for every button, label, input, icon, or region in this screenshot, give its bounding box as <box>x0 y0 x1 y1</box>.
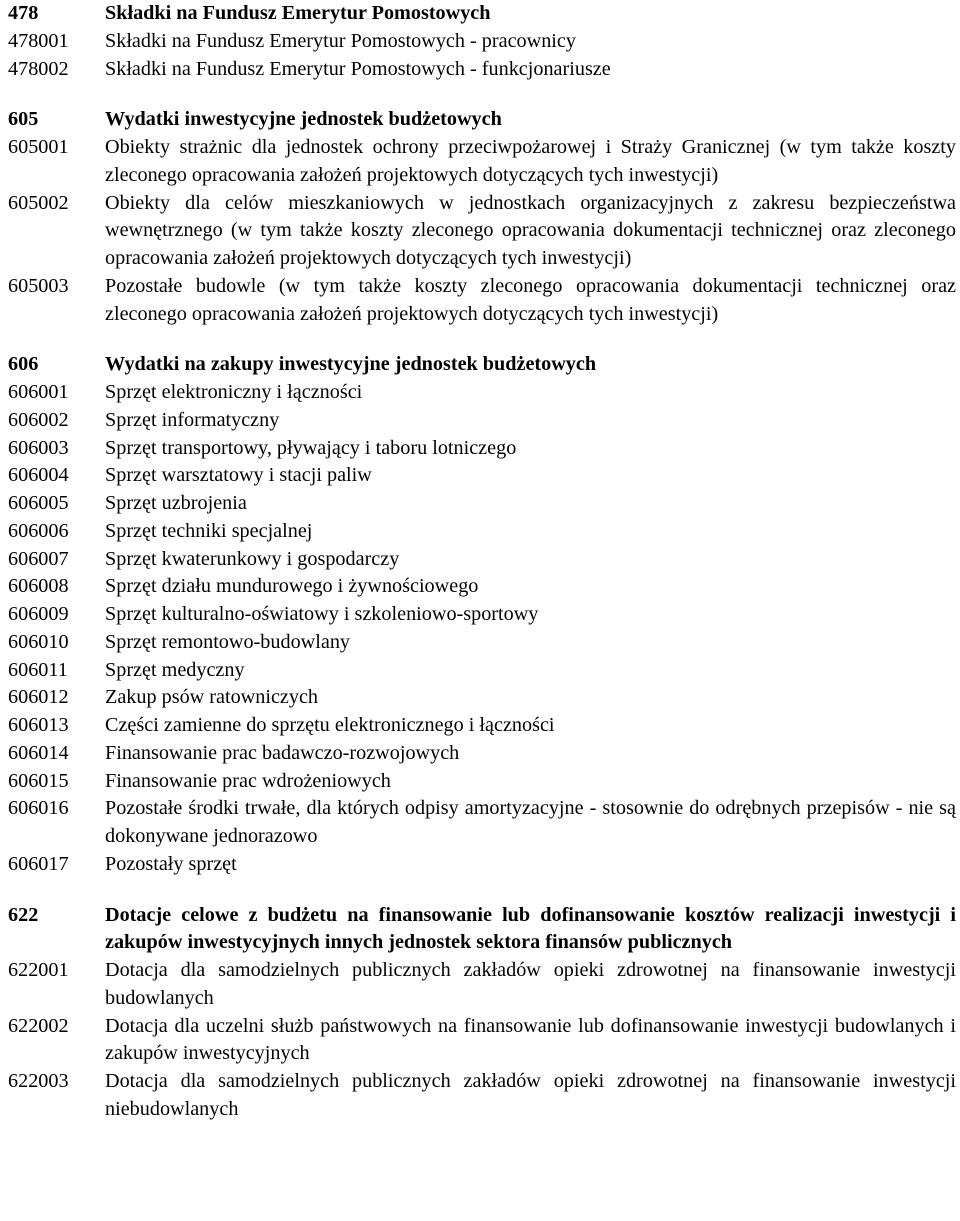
item-code: 606001 <box>8 381 69 403</box>
section-606 <box>8 351 956 878</box>
item-text: Sprzęt informatyczny <box>105 408 280 431</box>
item-code: 605002 <box>8 191 69 214</box>
item-code: 622001 <box>8 959 69 981</box>
item-text: Sprzęt kwaterunkowy i gospodarczy <box>105 547 400 570</box>
item-text: Składki na Fundusz Emerytur Pomostowych - pracownicy <box>105 29 576 52</box>
item-code: 622002 <box>8 1014 69 1037</box>
item-text: Sprzęt działu mundurowego i żywnościowego <box>105 575 479 598</box>
list-item <box>8 1068 956 1124</box>
list-item <box>8 768 956 796</box>
list-item <box>8 379 956 407</box>
section-heading <box>8 902 956 958</box>
heading-code: 605 <box>8 108 39 131</box>
item-text: Pozostałe środki trwałe, dla których odpisy amortyzacyjne - stosownie do odrębnych przepisów - nie są dokonywane jednorazowo <box>105 797 956 847</box>
item-text: Obiekty dla celów mieszkaniowych w jednostkach organizacyjnych z zakresu bezpieczeństwa wewnętrznego (w tym także koszty zleconego opracowania dokumentacji technicznej oraz zleconego opracowania założeń projektowych dotyczących tych inwestycji) <box>105 191 956 269</box>
item-text: Sprzęt warsztatowy i stacji paliw <box>105 464 372 487</box>
item-text: Sprzęt medyczny <box>105 658 245 681</box>
item-code: 606002 <box>8 408 69 431</box>
item-code: 606006 <box>8 519 69 542</box>
item-code: 478002 <box>8 57 69 80</box>
item-text: Dotacja dla samodzielnych publicznych zakładów opieki zdrowotnej na finansowanie inwestycji budowlanych <box>105 959 956 1009</box>
item-text: Pozostałe budowle (w tym także koszty zleconego opracowania dokumentacji technicznej oraz zleconego opracowania założeń projektowych dotyczących tych inwestycji) <box>105 274 956 325</box>
section-622 <box>8 902 956 1124</box>
heading-text: Składki na Fundusz Emerytur Pomostowych <box>105 2 491 24</box>
item-code: 622003 <box>8 1070 69 1092</box>
item-code: 605003 <box>8 274 69 297</box>
heading-text: Dotacje celowe z budżetu na finansowanie lub dofinansowanie kosztów realizacji inwestycji i zakupów inwestycyjnych innych jednostek sektora finansów publicznych <box>105 903 956 954</box>
item-code: 606007 <box>8 547 69 570</box>
list-item <box>8 629 956 657</box>
item-text: Finansowanie prac wdrożeniowych <box>105 769 391 792</box>
item-text: Sprzęt uzbrojenia <box>105 492 247 514</box>
heading-text: Wydatki na zakupy inwestycyjne jednostek budżetowych <box>105 353 597 376</box>
item-text: Dotacja dla uczelni służb państwowych na finansowanie lub dofinansowanie inwestycji budowlanych i zakupów inwestycyjnych <box>105 1014 956 1065</box>
list-item <box>8 190 956 273</box>
item-code: 606009 <box>8 603 69 625</box>
item-code: 606010 <box>8 630 69 653</box>
list-item <box>8 795 956 851</box>
item-text: Sprzęt techniki specjalnej <box>105 519 313 542</box>
section-heading <box>8 106 956 134</box>
list-item <box>8 490 956 518</box>
item-text: Pozostały sprzęt <box>105 852 237 875</box>
heading-text: Wydatki inwestycyjne jednostek budżetowych <box>105 108 502 131</box>
list-item <box>8 601 956 629</box>
item-code: 606012 <box>8 686 69 709</box>
item-code: 606013 <box>8 714 69 736</box>
section-605 <box>8 106 956 328</box>
list-item <box>8 273 956 329</box>
item-text: Sprzęt remontowo-budowlany <box>105 630 351 653</box>
item-text: Sprzęt elektroniczny i łączności <box>105 381 363 403</box>
item-code: 606008 <box>8 575 69 598</box>
list-item <box>8 435 956 463</box>
item-code: 606016 <box>8 797 69 820</box>
list-item <box>8 573 956 601</box>
item-code: 606014 <box>8 741 69 764</box>
item-code: 606004 <box>8 464 69 487</box>
item-code: 606011 <box>8 658 68 681</box>
item-text: Dotacja dla samodzielnych publicznych zakładów opieki zdrowotnej na finansowanie inwestycji niebudowlanych <box>105 1070 956 1120</box>
section-heading <box>8 0 956 28</box>
list-item <box>8 684 956 712</box>
list-item <box>8 546 956 574</box>
list-item <box>8 56 956 84</box>
list-item <box>8 851 956 879</box>
section-heading <box>8 351 956 379</box>
item-text: Zakup psów ratowniczych <box>105 686 319 709</box>
section-478 <box>8 0 956 83</box>
list-item <box>8 712 956 740</box>
list-item <box>8 657 956 685</box>
item-code: 606017 <box>8 852 69 875</box>
list-item <box>8 134 956 190</box>
item-text: Finansowanie prac badawczo-rozwojowych <box>105 741 460 764</box>
item-text: Składki na Fundusz Emerytur Pomostowych - funkcjonariusze <box>105 57 611 80</box>
item-text: Sprzęt kulturalno-oświatowy i szkoleniowo-sportowy <box>105 603 539 625</box>
list-item <box>8 28 956 56</box>
item-text: Obiekty strażnic dla jednostek ochrony przeciwpożarowej i Straży Granicznej (w tym także koszty zleconego opracowania założeń projektowych dotyczących tych inwestycji) <box>105 136 956 186</box>
heading-code: 622 <box>8 903 39 926</box>
item-code: 606003 <box>8 436 69 459</box>
list-item <box>8 957 956 1013</box>
item-code: 606005 <box>8 492 69 514</box>
list-item <box>8 518 956 546</box>
list-item <box>8 407 956 435</box>
heading-code: 478 <box>8 2 39 24</box>
item-code: 478001 <box>8 29 69 52</box>
list-item <box>8 1013 956 1069</box>
list-item <box>8 740 956 768</box>
list-item <box>8 462 956 490</box>
item-text: Sprzęt transportowy, pływający i taboru lotniczego <box>105 436 517 459</box>
heading-code: 606 <box>8 353 39 376</box>
item-code: 605001 <box>8 136 69 158</box>
item-code: 606015 <box>8 769 69 792</box>
item-text: Części zamienne do sprzętu elektronicznego i łączności <box>105 714 555 736</box>
